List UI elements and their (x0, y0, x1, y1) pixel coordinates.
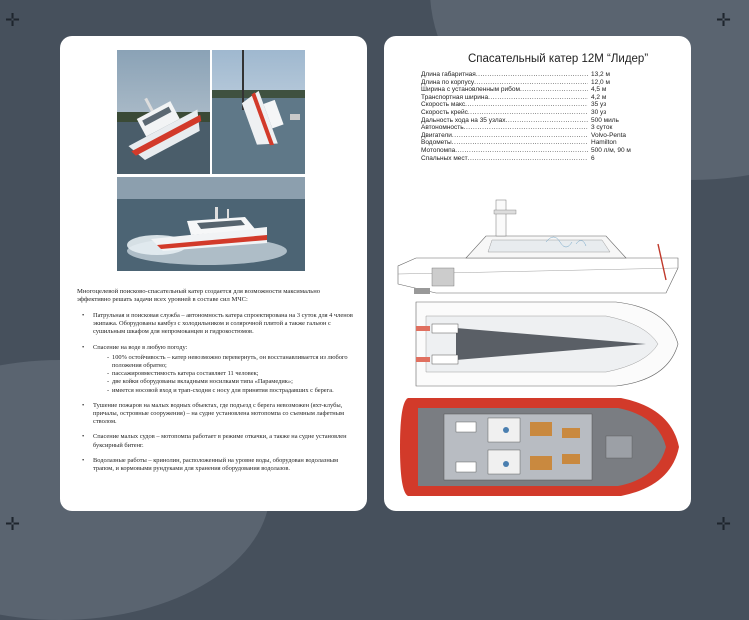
spec-row (421, 86, 661, 94)
capabilities-list (77, 312, 357, 480)
spec-value: 30 уз (591, 108, 607, 116)
hull-plan-drawing (396, 298, 681, 390)
sub-item: - пассажировместимость катера составляет 11 человек; (107, 370, 357, 378)
list-item: • Тушение пожаров на малых водных объектах, где подъезд с берега невозможен (яхт-клубы, причалы, островные сооружения) – на судне установлена мотопомпа со съемным лафетным стволом. (77, 402, 357, 427)
deck-layout-drawing (396, 392, 681, 502)
spec-label: Транспортная ширина (421, 93, 489, 101)
spec-value: Volvo-Penta (591, 131, 627, 139)
rescue-sublist (93, 354, 357, 395)
spec-value: 6 (591, 154, 595, 162)
spec-label: Скорость макс (421, 101, 466, 109)
spec-label: Ширина с установленным рибом (421, 86, 520, 94)
sub-item: - две койки оборудованы вкладными носилками типа «Парамедик»; (107, 378, 357, 386)
spec-row (421, 124, 661, 132)
spec-table (421, 71, 661, 162)
list-item: • Патрульная и поисковая служба – автономность катера спроектирована на 3 суток для 4 членов экипажа. Оборудованы камбуз с холодильником и солярочной плитой а также гальюн с сушильным шкафом для непромоканцев и гидрокостюмов. (77, 312, 357, 337)
spec-label: Водометы (421, 139, 452, 147)
spec-value: 13,2 м (591, 71, 610, 78)
page-title: Спасательный катер 12М “Лидер” (468, 53, 649, 65)
boat-capsize-photo (212, 50, 305, 174)
boat-tilt-photo (117, 50, 210, 174)
list-item (77, 344, 357, 395)
spec-row (421, 94, 661, 102)
side-elevation-drawing (396, 196, 681, 296)
boat-speed-photo (117, 177, 305, 271)
right-page (384, 36, 691, 511)
crop-mark: ✛ (5, 10, 21, 31)
left-page (60, 36, 367, 511)
spec-label: Длина габаритная (421, 71, 476, 78)
spec-value: Hamilton (591, 139, 617, 147)
spec-value: 4,5 м (591, 86, 607, 94)
list-item: • Спасение малых судов – мотопомпа работает в режиме откачки, а также на судне установлен буксирный битенг. (77, 433, 357, 449)
spec-label: Автономность (421, 124, 464, 132)
intro-paragraph: Многоцелевой поисково-спасательный катер создается для возможности максимально эффективно решать задачи всех уровней в составе сил МЧС: (77, 288, 321, 304)
spec-row (421, 117, 661, 125)
spec-label: Мотопомпа (421, 146, 456, 154)
sub-item: - имеется носовой вход и трап-сходня с носу для принятия пострадавших с берега. (107, 387, 357, 395)
spec-row (421, 71, 661, 79)
spec-label: Длина по корпусу (421, 78, 475, 86)
spec-row (421, 109, 661, 117)
spec-value: 3 суток (591, 124, 613, 132)
spec-label: Двигатели (421, 131, 452, 139)
spec-value: 35 уз (591, 101, 607, 109)
spec-value: 500 миль (591, 116, 619, 124)
crop-mark: ✛ (716, 514, 732, 535)
spec-value: 4,2 м (591, 93, 607, 101)
list-item: • Водолазные работы – кринолин, расположенный на уровне воды, оборудован водолазным трапом, и кормовыми рундуками для хранения оборудования водолазов. (77, 457, 357, 473)
crop-mark: ✛ (716, 10, 732, 31)
spec-value: 12,0 м (591, 78, 610, 86)
spec-row (421, 132, 661, 140)
spec-label: Дальность хода на 35 узлах (421, 116, 506, 124)
list-item-text: Спасение на воде в любую погоду: (93, 343, 188, 351)
spec-row (421, 139, 661, 147)
spec-row (421, 147, 661, 155)
spec-row (421, 101, 661, 109)
spec-value: 500 л/м, 90 м (591, 146, 631, 154)
sub-item: - 100% остойчивость – катер невозможно перевернуть, он восстанавливается из любого положения обратно; (107, 354, 357, 370)
spec-label: Скорость крейс (421, 108, 468, 116)
spec-row (421, 155, 661, 163)
spec-label: Спальных мест (421, 154, 468, 162)
crop-mark: ✛ (5, 514, 21, 535)
